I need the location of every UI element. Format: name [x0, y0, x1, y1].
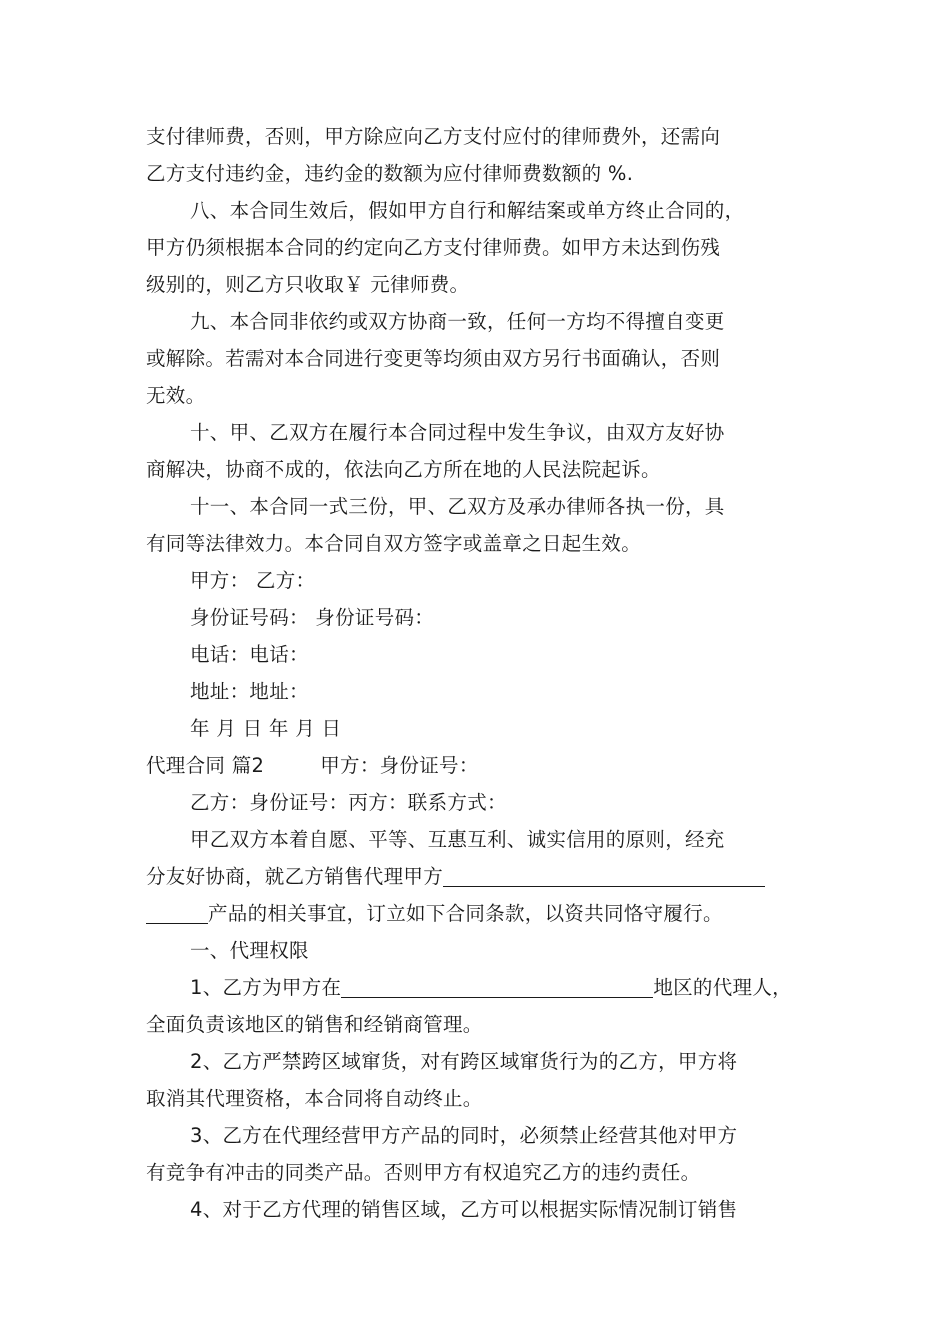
text-line: 无效。	[146, 384, 206, 407]
signature-id-numbers: 身份证号码： 身份证号码：	[190, 606, 435, 629]
signature-dates: 年 月 日 年 月 日	[190, 717, 342, 740]
text-line: 九、本合同非依约或双方协商一致，任何一方均不得擅自变更	[190, 310, 725, 333]
signature-parties: 甲方： 乙方：	[190, 569, 316, 592]
text-line: 分友好协商，就乙方销售代理甲方	[146, 858, 810, 895]
text-line: 产品的相关事宜，订立如下合同条款，以资共同恪守履行。	[146, 895, 810, 932]
signature-phones: 电话：电话：	[190, 643, 309, 666]
section-title: 代理合同 篇2	[146, 754, 265, 777]
text-line: 支付律师费，否则，甲方除应向乙方支付应付的律师费外，还需向	[146, 125, 721, 148]
text-line: 乙方支付违约金，违约金的数额为应付律师费数额的 %.	[146, 162, 634, 185]
text-line: 2、乙方严禁跨区域窜货，对有跨区域窜货行为的乙方，甲方将	[190, 1050, 738, 1073]
text-line: 4、对于乙方代理的销售区域，乙方可以根据实际情况制订销售	[190, 1198, 738, 1221]
text-line: 3、乙方在代理经营甲方产品的同时，必须禁止经营其他对甲方	[190, 1124, 738, 1147]
text-line: 商解决，协商不成的，依法向乙方所在地的人民法院起诉。	[146, 458, 661, 481]
fill-in-blank	[443, 862, 765, 887]
signature-addresses: 地址：地址：	[190, 680, 309, 703]
text-line: 十一、本合同一式三份，甲、乙双方及承办律师各执一份，具	[190, 495, 725, 518]
clause-heading: 一、代理权限	[190, 939, 309, 962]
section-title-line	[146, 747, 810, 784]
party-a-line: 甲方：身份证号：	[320, 754, 479, 777]
party-b-line: 乙方：身份证号：丙方：联系方式：	[190, 791, 507, 814]
text-line: 有同等法律效力。本合同自双方签字或盖章之日起生效。	[146, 532, 642, 555]
text-line: 有竞争有冲击的同类产品。否则甲方有权追究乙方的违约责任。	[146, 1161, 701, 1184]
text-line: 八、本合同生效后，假如甲方自行和解结案或单方终止合同的，	[190, 199, 745, 222]
text-line: 级别的，则乙方只收取￥ 元律师费。	[146, 273, 470, 296]
text-line: 十、甲、乙双方在履行本合同过程中发生争议，由双方友好协	[190, 421, 725, 444]
fill-in-blank	[146, 899, 208, 924]
text-line: 甲乙双方本着自愿、平等、互惠互利、诚实信用的原则，经充	[190, 828, 725, 851]
text-line: 或解除。若需对本合同进行变更等均须由双方另行书面确认，否则	[146, 347, 721, 370]
document-page	[146, 118, 810, 1228]
text-line: 1、乙方为甲方在 地区的代理人，	[146, 969, 810, 1006]
text-line: 取消其代理资格，本合同将自动终止。	[146, 1087, 483, 1110]
fill-in-blank	[341, 973, 653, 998]
text-line: 甲方仍须根据本合同的约定向乙方支付律师费。如甲方未达到伤残	[146, 236, 721, 259]
text-line: 全面负责该地区的销售和经销商管理。	[146, 1013, 483, 1036]
